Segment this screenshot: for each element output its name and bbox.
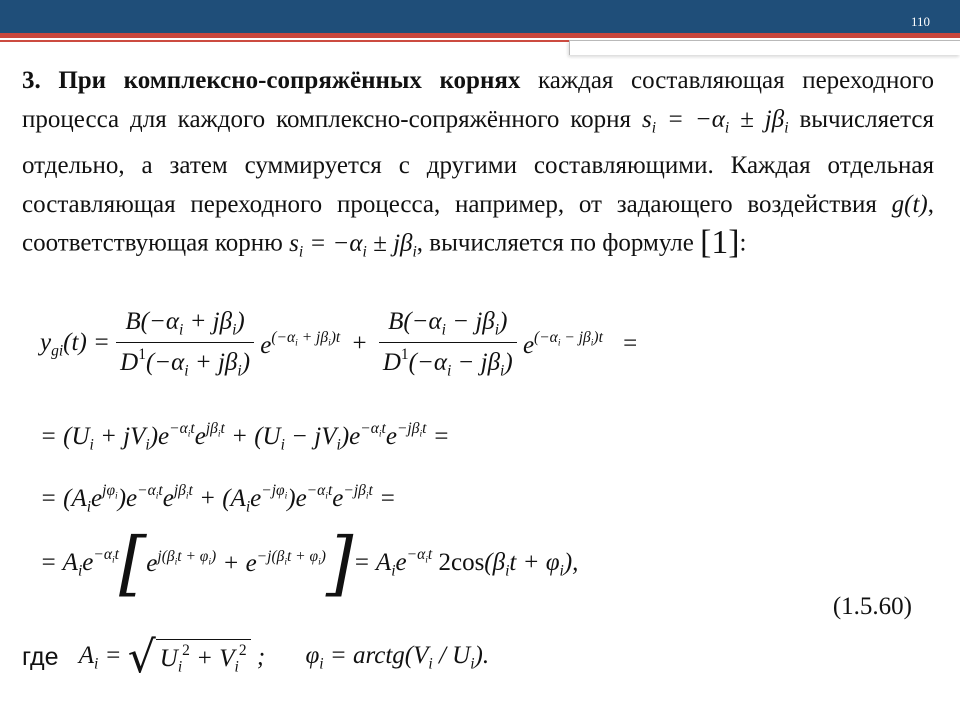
paragraph-text-2: вычисляется отдельно, а затем суммируется с другими составляющими. Каждая отдельная составляющая переходного процесса, например, от задающего воздействия [22,105,935,218]
sqrt-expression: √ $U_i^2 + V_i^2$ [128,632,251,683]
eq1-exponent-2: $e^{(-\alpha_i - j\beta_i)t}$ [522,328,603,359]
paragraph-text-4: , вычисляется по формуле [416,229,701,257]
eq1-plus: + [352,330,367,358]
header-navy-band [0,0,960,33]
paragraph-text-1: каждая составляющая переходного процесса для каждого комплексно-сопряжённого корня [22,67,934,133]
header-red-stripe [0,33,960,38]
equation-line-3: = $(A_ie^{j\varphi_i})e^{-\alpha_it}e^{j\beta_it} + (A_ie^{-j\varphi_i})e^{-\alpha_it}e^{-j\beta_it}$ = [40,482,396,516]
root-formula-1: $s_i = -\alpha_i \pm j\beta_i$ [642,105,789,136]
eq1-lhs: $y_{gi}(t)$ = [40,328,110,360]
phase-formula: $\varphi_i$ = $arctg(V_i / U_i)$. [305,641,490,673]
page-number: 110 [910,14,930,29]
equation-line-4: = $A_ie^{-\alpha_it}[e^{j(\beta_it + \varphi_i)} + e^{-j(\beta_it + \varphi_i)}]= A_ie^{-\alpha_it}$ $2\cos(\beta_it + \varphi_i)$, [40,522,579,604]
paragraph-lead: 3. При комплексно-сопряжённых корнях [22,67,521,94]
equation-number: (1.5.60) [832,593,912,620]
paragraph-text-3: , соответствующая корню [22,190,934,257]
slide-header [0,0,960,38]
input-signal: g(t) [891,190,928,218]
reference: [1] [700,224,740,262]
amplitude-formula: $A_i$ = [78,641,122,673]
root-formula-2: $s_i = -\alpha_i \pm j\beta_i$ [289,229,417,261]
where-label: где [22,643,59,671]
where-line: где $A_i$ = √ $U_i^2 + V_i^2$ ; $\varphi_i$ = $arctg(V_i / U_i)$. [22,632,490,683]
eq1-fraction-2: $\frac{B(-\alpha_i - j\beta_i)}{D^1(-\alpha_i - j\beta_i)}$ [379,308,517,381]
main-paragraph [22,62,934,272]
equation-line-2: = $(U_i + jV_i)e^{-\alpha_it}e^{j\beta_it} + (U_i - jV_i)e^{-\alpha_it}e^{-j\beta_it}$ = [40,420,450,454]
paragraph-text-5: : [739,229,747,257]
eq1-equals: = [623,330,638,358]
equation-line-1 [40,308,637,381]
eq1-exponent-1: $e^{(-\alpha_i + j\beta_i)t}$ [260,328,341,359]
eq1-fraction-1: $\frac{B(-\alpha_i + j\beta_i)}{D^1(-\alpha_i + j\beta_i)}$ [116,308,254,381]
header-tab-shape [569,40,960,55]
